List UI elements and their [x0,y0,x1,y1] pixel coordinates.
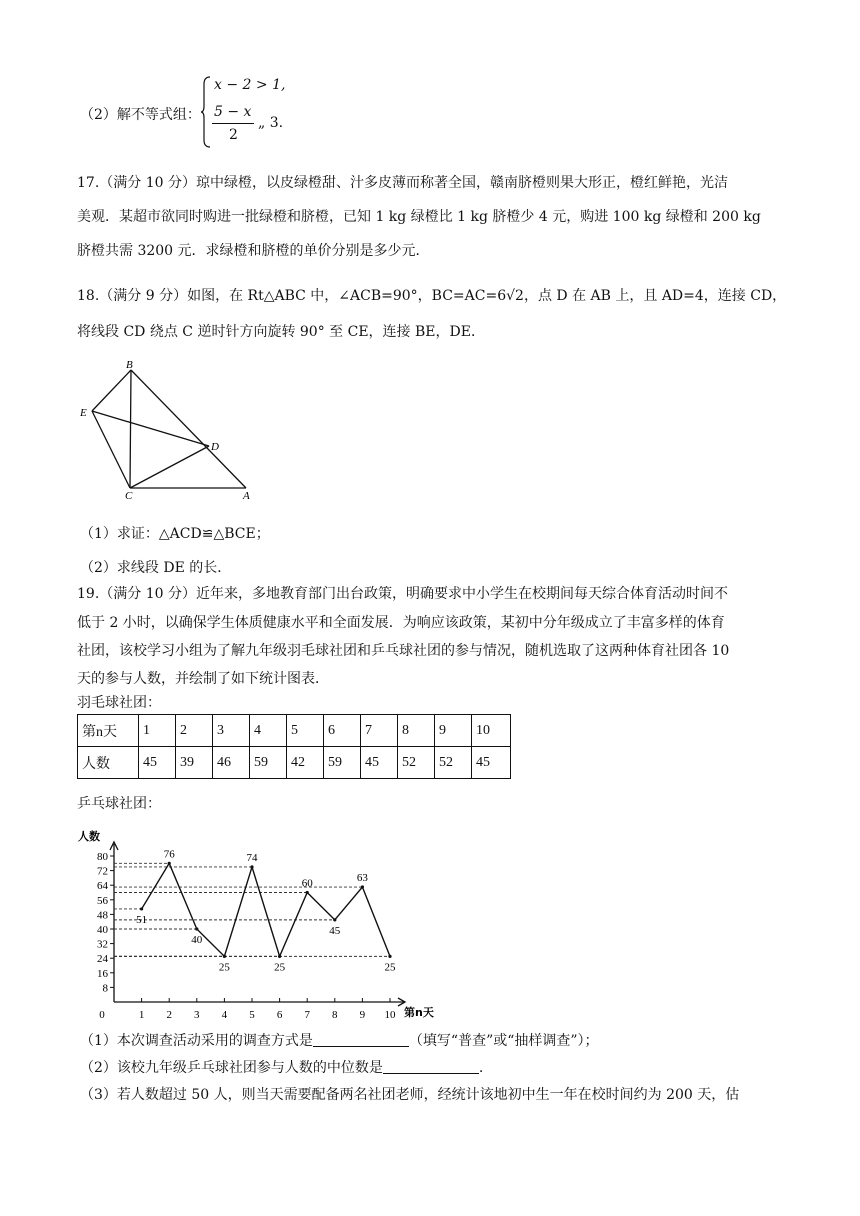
pingpong-title: 乒乓球社团： [77,796,161,812]
table-cell: 7 [361,715,398,747]
q19-line4: 天的参与人数，并绘制了如下统计图表． [77,671,329,687]
y-tick-label: 48 [97,909,108,922]
y-tick-label: 16 [97,967,108,980]
label-A: A [243,490,250,502]
q19-line1: 19.（满分 10 分）近年来，多地教育部门出台政策，明确要求中小学生在校期间每天综合体育活动时间不 [77,586,728,602]
q18-line1: 18.（满分 9 分）如图，在 Rt△ABC 中，∠ACB=90°，BC=AC=6√2，点 D 在 AB 上，且 AD=4，连接 CD， [77,288,787,304]
q18-part2: （2）求线段 DE 的长． [80,560,232,576]
x-tick-label: 3 [194,1009,200,1021]
x-tick-label: 2 [166,1009,172,1021]
data-point [195,927,198,930]
table-cell: 3 [213,715,250,747]
table-cell: 52 [398,747,435,779]
inequality-2-numerator: 5 − x [214,104,252,120]
data-label: 51 [136,913,148,926]
table-cell: 42 [287,747,324,779]
q19-line3: 社团，该校学习小组为了解九年级羽毛球社团和乒乓球社团的参与情况，随机选取了这两种体育社团各 10 [77,643,730,659]
label-C: C [125,490,133,502]
table-cell: 45 [472,747,511,779]
q18-part1: （1）求证：△ACD≌△BCE； [80,526,270,542]
label-B: B [126,359,133,371]
table-cell: 2 [176,715,213,747]
table-cell: 5 [287,715,324,747]
chart-ylabel: 人数 [78,830,100,843]
q19-part3: （3）若人数超过 50 人，则当天需要配备两名社团老师，经统计该地初中生一年在校时间约为 200 天，估 [80,1087,740,1103]
data-point [250,865,253,868]
inequality-2-relation: „ 3. [258,115,284,131]
data-point [388,955,391,958]
data-label: 40 [191,934,203,946]
table-cell: 9 [435,715,472,747]
answer-blank-1[interactable] [313,1032,409,1047]
table-cell: 8 [398,715,435,747]
q17-line3: 脐橙共需 3200 元．求绿橙和脐橙的单价分别是多少元． [77,243,430,259]
q17-line1: 17.（满分 10 分）琼中绿橙，以皮绿橙甜、汁多皮薄而称著全国，赣南脐橙则果大形正，橙红鲜艳，光洁 [77,175,728,191]
table-cell: 59 [324,747,361,779]
series-line [142,863,390,956]
inequality-2-denominator: 2 [229,127,238,143]
x-tick-label: 0 [99,1009,105,1021]
table-cell: 45 [361,747,398,779]
y-tick-label: 8 [102,982,108,995]
table-cell: 59 [250,747,287,779]
badminton-table [77,714,511,779]
table-cell: 1 [139,715,176,747]
table-cell: 52 [435,747,472,779]
q19-line2: 低于 2 小时，以确保学生体质健康水平和全面发展．为响应该政策，某初中分年级成立了丰富多样的体育 [77,615,725,631]
table-cell: 46 [213,747,250,779]
chart-xlabel: 第n天 [404,1006,434,1019]
q19-part2-tail: . [478,1060,484,1076]
label-E: E [80,407,87,419]
x-tick-label: 1 [138,1009,145,1021]
x-tick-label: 9 [359,1009,366,1021]
q19-part2 [80,1057,483,1077]
table-cell: 45 [139,747,176,779]
table-cell: 39 [176,747,213,779]
x-tick-label: 10 [384,1009,396,1021]
badminton-title: 羽毛球社团： [77,695,161,711]
data-point [140,907,143,910]
data-point [361,885,364,888]
y-tick-label: 24 [97,953,108,966]
data-label: 60 [301,877,313,890]
y-tick-label: 64 [97,880,108,893]
q19-part1-tail: （填写“普查”或“抽样调查”）； [408,1033,599,1049]
table-header-cell: 人数 [78,747,139,779]
q18-line2: 将线段 CD 绕点 C 逆时针方向旋转 90° 至 CE，连接 BE，DE． [77,324,485,340]
q17-line2: 美观．某超市欲同时购进一批绿橙和脐橙，已知 1 kg 绿橙比 1 kg 脐橙少 4 元，购进 100 kg 绿橙和 200 kg [77,209,761,225]
data-point [168,862,171,865]
x-tick-label: 8 [332,1009,338,1021]
data-point [278,955,281,958]
x-tick-label: 6 [276,1009,283,1021]
y-tick-label: 40 [97,924,108,936]
data-point [333,918,336,921]
y-tick-label: 56 [97,894,108,907]
table-cell: 10 [472,715,511,747]
q19-part1 [80,1030,599,1050]
data-label: 25 [218,961,230,974]
q16-part2-label: （2）解不等式组： [80,107,201,123]
data-label: 63 [356,872,368,885]
pingpong-line-chart [70,826,450,1024]
triangle-figure [78,356,268,502]
data-point [223,955,226,958]
x-tick-label: 4 [221,1009,228,1021]
fraction-bar [212,123,254,124]
left-brace-icon [201,76,211,148]
x-tick-label: 7 [304,1009,310,1021]
y-tick-label: 80 [97,851,108,863]
table-row [78,747,511,779]
q19-part2-text: （2）该校九年级乒乓球社团参与人数的中位数是 [80,1060,383,1076]
data-label: 45 [329,924,341,937]
inequality-1: x − 2 > 1, [214,77,286,93]
data-label: 76 [163,848,175,861]
data-label: 74 [246,851,258,864]
x-tick-label: 5 [249,1009,255,1021]
data-label: 25 [274,961,286,974]
data-label: 25 [384,961,396,974]
y-tick-label: 72 [97,865,108,878]
q19-part1-text: （1）本次调查活动采用的调查方式是 [80,1033,313,1049]
label-D: D [211,441,219,453]
data-point [306,891,309,894]
table-header-cell: 第n天 [78,715,139,747]
y-tick-label: 32 [97,938,108,951]
table-cell: 4 [250,715,287,747]
table-cell: 6 [324,715,361,747]
answer-blank-2[interactable] [383,1059,479,1074]
table-row [78,715,511,747]
